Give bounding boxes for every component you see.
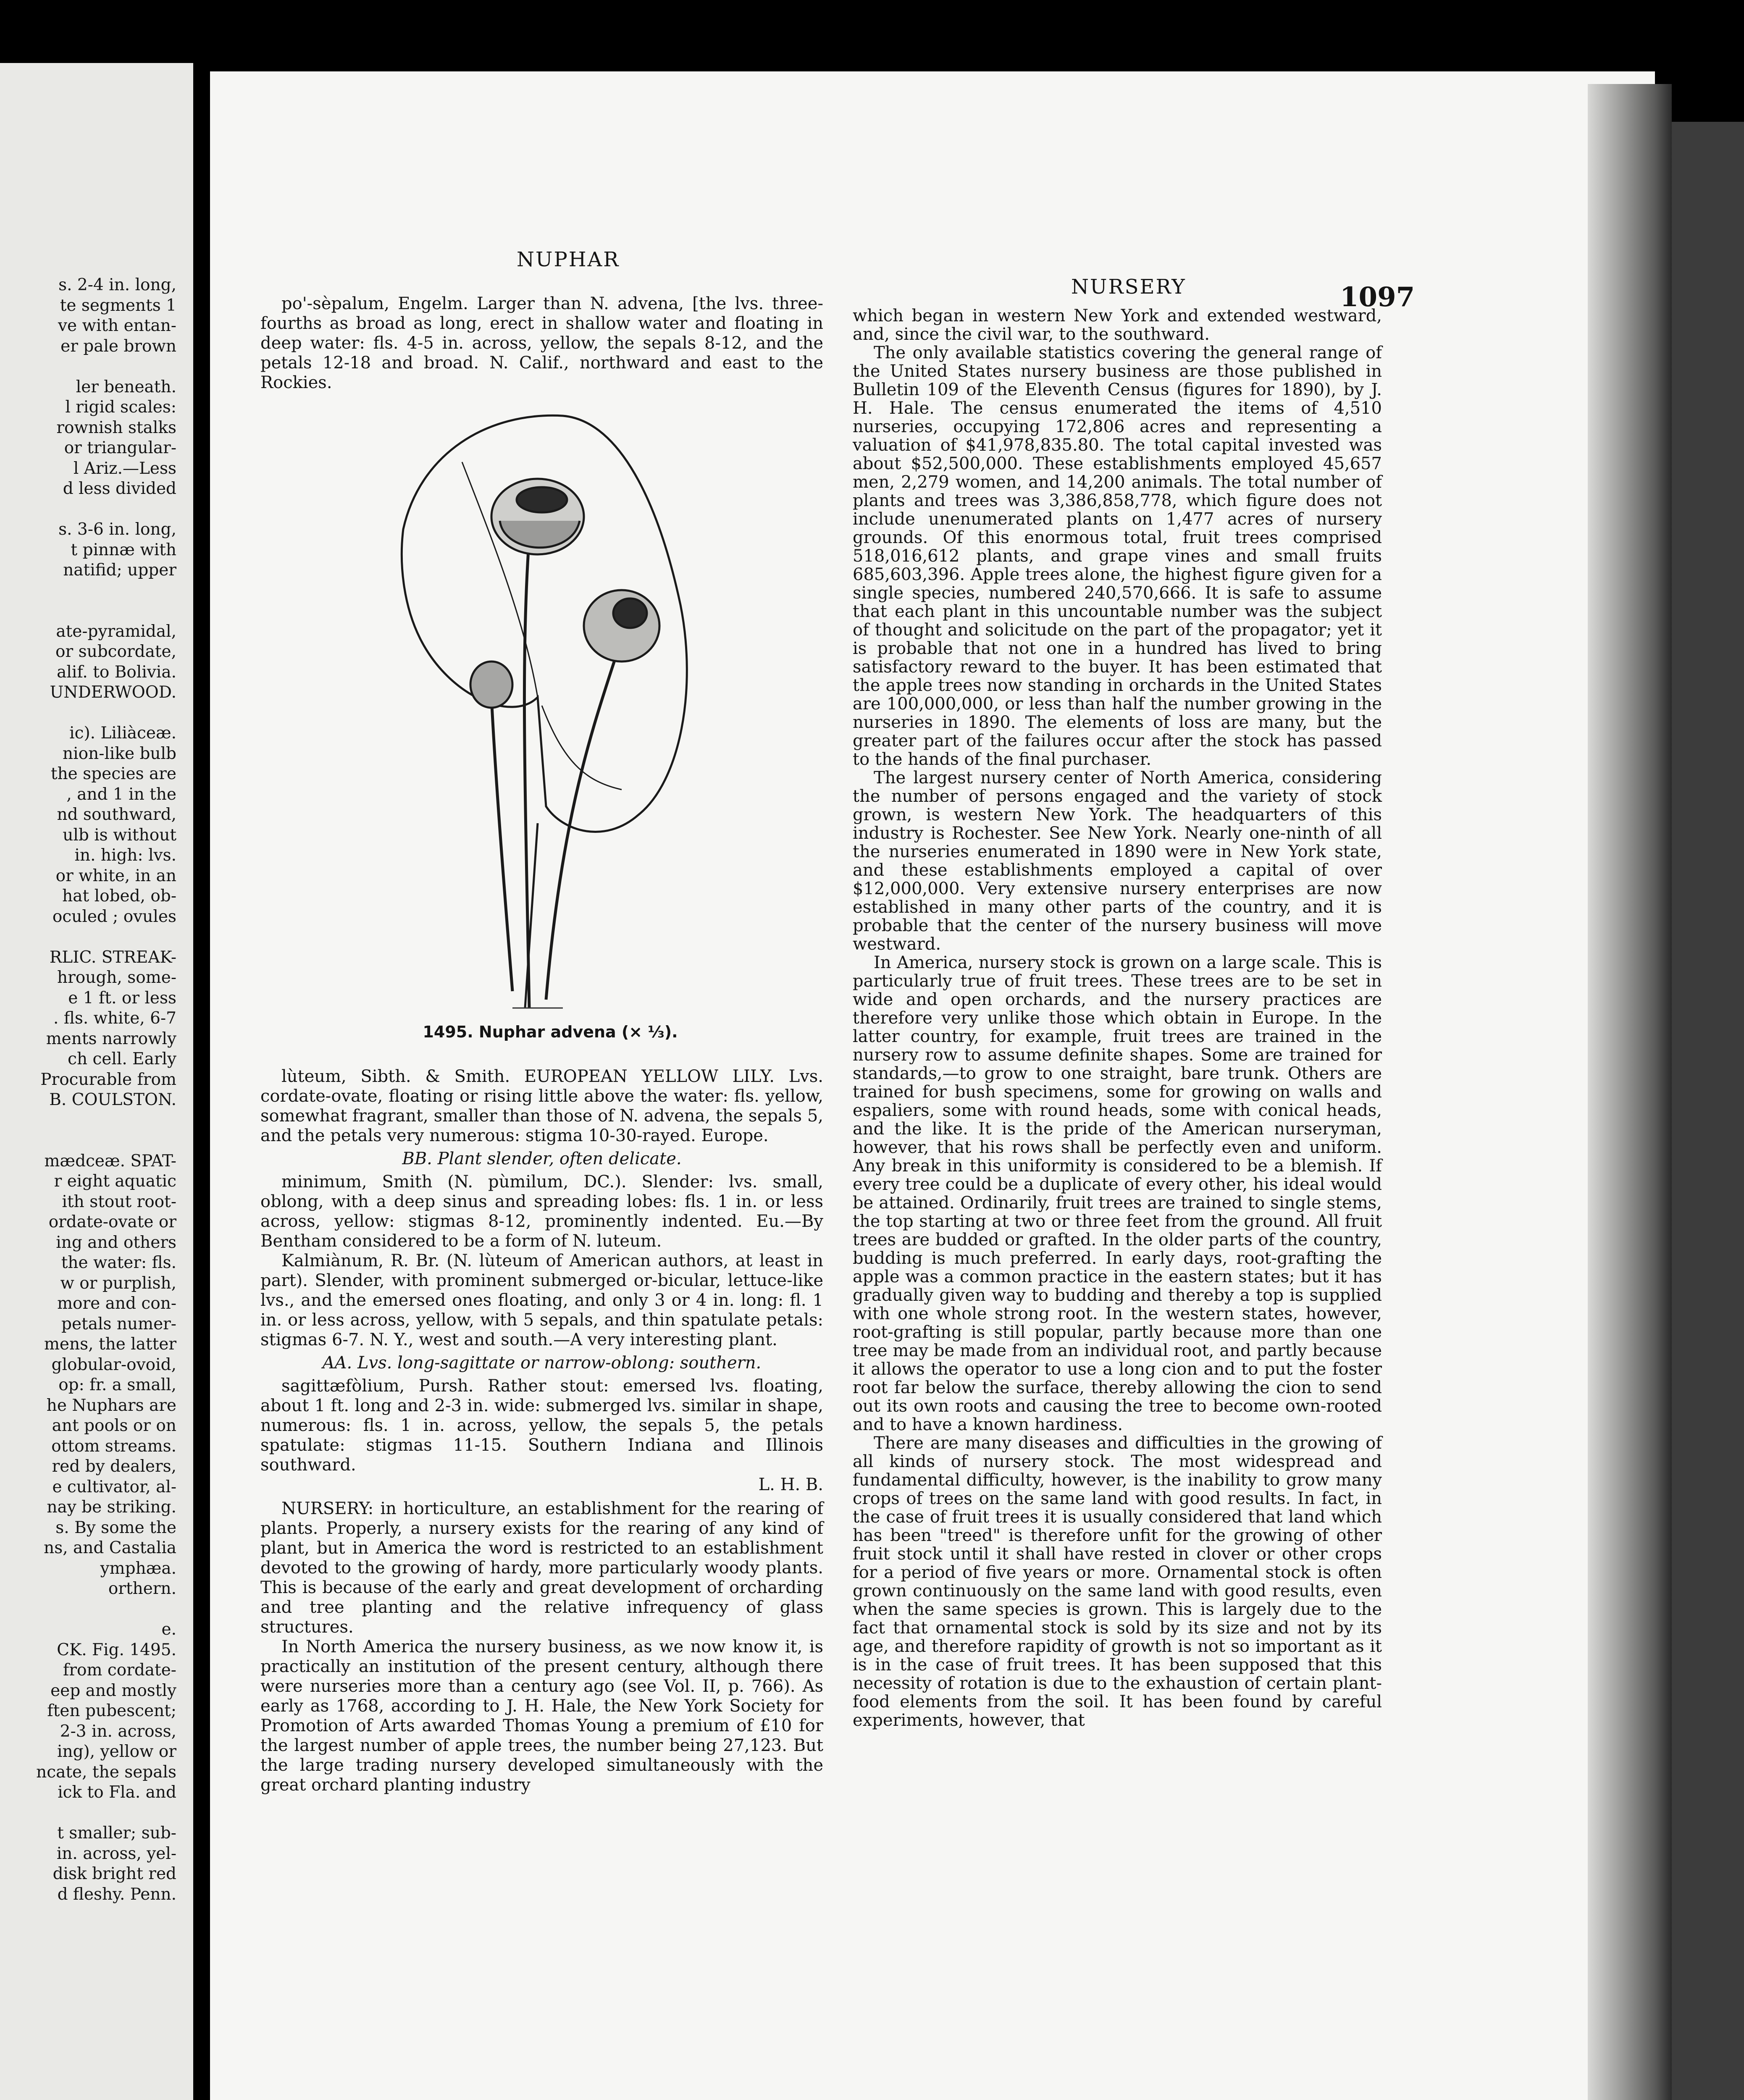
- facing-page-line: ch cell. Early: [68, 1050, 176, 1068]
- running-head-left: NUPHAR: [517, 248, 620, 271]
- facing-page-line: Procurable from: [40, 1070, 176, 1089]
- facing-page-line: , and 1 in the: [66, 785, 176, 804]
- facing-page-line: ing and others: [56, 1233, 176, 1252]
- facing-page-line: [0, 927, 176, 948]
- facing-page-line: or triangular-: [64, 438, 176, 457]
- entry-luteum: lùteum, Sibth. & Smith. EUROPEAN YELLOW LILY. Lvs. cordate-ovate, floating or rising little above the water: fls. yellow, somewhat fragrant, smaller than those of N. advena, the sepals 5, and the petals very numerous: stigma 10-30-rayed. Europe.: [260, 1067, 823, 1145]
- facing-page-line: oculed ; ovules: [52, 907, 176, 926]
- facing-page-line: s. By some the: [55, 1518, 176, 1537]
- facing-page-line: UNDERWOOD.: [50, 683, 176, 702]
- facing-page-line: [0, 1110, 176, 1131]
- paragraph-1: which began in western New York and extended westward, and, since the civil war, to the southward.: [853, 306, 1382, 344]
- facing-page-line: red by dealers,: [52, 1457, 176, 1476]
- figure-caption: 1495. Nuphar advena (× ⅓).: [423, 1023, 678, 1041]
- facing-page-line: more and con-: [57, 1294, 176, 1313]
- facing-page-line: [0, 357, 176, 377]
- facing-page-line: in. across, yel-: [56, 1844, 176, 1863]
- facing-page-line: [0, 601, 176, 622]
- paragraph-4: In America, nursery stock is grown on a large scale. This is particularly true of fruit trees. These trees are to be set in wide and open orchards, and the nursery practices are therefore very unlike those which obtain in Europe. In the latter country, for example, fruit trees are trained in the nursery row to assume definite shapes. Some are trained for standards,—to grow to one straight, bare trunk. Others are trained for bush specimens, some for growing on walls and espaliers, some with round heads, some with conical heads, and the like. It is the pride of the American nurseryman, however, that his rows shall be perfectly even and uniform. Any break in this uniformity is considered to be a blemish. If every tree could be a duplicate of every other, his ideal would be attained. Ordinarily, fruit trees are trained to single stems, the top starting at two or three feet from the ground. All fruit trees are budded or grafted. In the older parts of the country, budding is much preferred. In early days, root-grafting the apple was a common practice in the eastern states; but it has gradually given way to budding and thereby a top is supplied with one whole strong root. In the western states, however, root-grafting is still popular, partly because more than one tree may be made from an individual root, and partly because it allows the operator to use a long cion and to put the foster root far below the surface, thereby allowing the cion to send out its own roots and causing the tree to become own-rooted and to have a known hardiness.: [853, 953, 1382, 1434]
- facing-page-line: nd southward,: [57, 805, 176, 824]
- facing-page-line: [0, 499, 176, 520]
- facing-page-line: ymphæa.: [100, 1559, 176, 1578]
- facing-page-line: ordate-ovate or: [48, 1213, 176, 1231]
- facing-page-line: the water: fls.: [61, 1253, 176, 1272]
- facing-page-line: t smaller; sub-: [57, 1824, 176, 1843]
- paragraph-2: The only available statistics covering the general range of the United States nursery business are those published in Bulletin 109 of the Eleventh Census (figures for 1890), by J. H. Hale. The census enumerated the items of 4,510 nurseries, occupying 172,806 acres and representing a valuation of $41,978,835.80. The total capital invested was about $52,500,000. These establishments employed 45,657 men, 2,279 women, and 14,200 animals. The total number of plants and trees was 3,386,858,778, which figure does not include unenumerated plants on 1,477 acres of nursery grounds. Of this enormous total, fruit trees comprised 518,016,612 plants, and grape vines and small fruits 685,603,396. Apple trees alone, the highest figure given for a single species, numbered 240,570,666. It is safe to assume that each plant in this uncountable number was the subject of thought and solicitude on the part of the propagator; yet it is probable that not one in a hundred has lived to bring satisfactory reward to the buyer. It has been estimated that the apple trees now standing in orchards in the United States are 100,000,000, or less than half the number growing in the nurseries in 1890. The elements of loss are many, but the greater part of the failures occur after the stock has passed to the hands of the final purchaser.: [853, 343, 1382, 769]
- facing-page-line: ant pools or on: [52, 1416, 176, 1435]
- facing-page-line: orthern.: [108, 1579, 176, 1598]
- facing-page-line: from cordate-: [63, 1661, 176, 1680]
- facing-page-line: in. high: lvs.: [74, 846, 176, 865]
- facing-page-line: B. COULSTON.: [49, 1090, 176, 1109]
- facing-page-line: s. 2-4 in. long,: [58, 276, 176, 294]
- facing-page-line: 2-3 in. across,: [60, 1722, 176, 1741]
- entry-text: po'-sèpalum, Engelm. Larger than N. advena, [the lvs. three-fourths as broad as long, erect in shallow water and floating in deep water: fls. 4-5 in. across, yellow, the sepals 8-12, and the petals 12-18 and broad. N. Calif., northward and east to the Rockies.: [260, 294, 823, 392]
- nuphar-advena-illustration: [386, 403, 731, 1016]
- left-column-body: [260, 1067, 823, 1795]
- heading-bb: BB. Plant slender, often delicate.: [402, 1149, 682, 1168]
- facing-page-line: ften pubescent;: [47, 1701, 176, 1720]
- facing-page: [0, 63, 193, 2100]
- facing-page-line: ns, and Castalia: [44, 1538, 176, 1557]
- nursery-intro: NURSERY: in horticulture, an establishment for the rearing of plants. Properly, a nursery exists for the rearing of any kind of plant, but in America the word is restricted to an establishment devoted to the growing of hardy, more particularly woody plants. This is because of the early and great development of orcharding and tree planting and the relative infrequency of glass structures.: [260, 1499, 823, 1637]
- right-column-body: [853, 307, 1382, 1730]
- facing-page-text: [0, 275, 176, 1905]
- facing-page-line: r eight aquatic: [54, 1172, 176, 1191]
- facing-page-line: ler beneath.: [76, 377, 176, 396]
- heading-aa: AA. Lvs. long-sagittate or narrow-oblong: southern.: [322, 1353, 762, 1373]
- facing-page-line: petals numer-: [61, 1314, 176, 1334]
- facing-page-line: or white, in an: [55, 866, 176, 885]
- facing-page-line: e.: [161, 1620, 176, 1639]
- facing-page-line: [0, 581, 176, 601]
- paragraph-3: The largest nursery center of North America, considering the number of persons engaged and the variety of stock grown, is western New York. The headquarters of this industry is Rochester. See New York. Nearly one-ninth of all the nurseries enumerated in 1890 were in New York state, and these establishments employed a capital of over $12,000,000. Very extensive nursery enterprises are now established in many other parts of the country, and it is probable that the center of the nursery business will move westward.: [853, 768, 1382, 954]
- facing-page-line: ing), yellow or: [57, 1742, 176, 1761]
- facing-page-line: ic). Liliàceæ.: [69, 724, 176, 743]
- facing-page-line: e cultivator, al-: [52, 1477, 176, 1496]
- page-edges: [1588, 84, 1672, 2100]
- facing-page-line: e 1 ft. or less: [68, 988, 176, 1008]
- facing-page-line: ith stout root-: [62, 1192, 176, 1211]
- facing-page-line: . fls. white, 6-7: [53, 1009, 176, 1028]
- facing-page-line: [0, 1131, 176, 1151]
- facing-page-line: er pale brown: [60, 336, 176, 356]
- running-head-right: NURSERY: [1071, 275, 1186, 299]
- facing-page-line: mædceæ. SPAT-: [44, 1151, 176, 1171]
- facing-page-line: CK. Fig. 1495.: [57, 1640, 176, 1659]
- book-spine: [1672, 122, 1744, 2100]
- facing-page-line: ick to Fla. and: [58, 1783, 176, 1802]
- author-signature: L. H. B.: [758, 1475, 823, 1494]
- entry-minimum: minimum, Smith (N. pùmilum, DC.). Slender: lvs. small, oblong, with a deep sinus and spreading lobes: fls. 1 in. or less across, yellow: stigmas 8-12, prominently indented. Eu.—By Bentham considered to be a form of N. luteum.: [260, 1172, 823, 1251]
- entry-polysepalum: [260, 294, 823, 393]
- facing-page-line: t pinnæ with: [71, 540, 176, 559]
- facing-page-line: the species are: [50, 764, 176, 783]
- facing-page-line: l rigid scales:: [65, 398, 176, 417]
- facing-page-line: ments narrowly: [46, 1029, 176, 1048]
- facing-page-line: hat lobed, ob-: [62, 887, 176, 906]
- facing-page-line: d fleshy. Penn.: [57, 1885, 176, 1904]
- facing-page-line: [0, 703, 176, 724]
- facing-page-line: w or purplish,: [60, 1273, 176, 1293]
- facing-page-line: l Ariz.—Less: [73, 459, 176, 478]
- facing-page-line: rownish stalks: [56, 418, 176, 437]
- facing-page-line: hrough, some-: [57, 968, 176, 987]
- facing-page-line: [0, 1599, 176, 1620]
- entry-kalmianum: Kalmiànum, R. Br. (N. lùteum of American authors, at least in part). Slender, with prominent submerged or-bicular, lettuce-like lvs., and the emersed ones floating, and only 3 or 4 in. long: fl. 1 in. or less across, yellow, with 5 sepals, and thin spatulate petals: stigmas 6-7. N. Y., west and south.—A very interesting plant.: [260, 1251, 823, 1349]
- paragraph-5: There are many diseases and difficulties in the growing of all kinds of nursery stock. The most widespread and fundamental difficulty, however, is the inability to grow many crops of trees on the same land with good results. In fact, in the case of fruit trees it is usually considered that land which has been "treed" is therefore unfit for the growing of other fruit stock until it shall have rested in clover or other crops for a period of five years or more. Ornamental stock is often grown continuously on the same land with good results, even when the same species is grown. This is largely due to the fact that ornamental stock is sold by its size and not by its age, and therefore rapidity of growth is not so important as it is in the case of fruit trees. It has been supposed that this necessity of rotation is due to the exhaustion of certain plant-food elements from the soil. It has been found by careful experiments, however, that: [853, 1433, 1382, 1730]
- facing-page-line: or subcordate,: [55, 642, 176, 661]
- facing-page-line: ncate, the sepals: [36, 1762, 176, 1782]
- facing-page-line: mens, the latter: [44, 1335, 176, 1354]
- facing-page-line: globular-ovoid,: [51, 1355, 176, 1374]
- facing-page-line: alif. to Bolivia.: [57, 662, 176, 682]
- facing-page-line: d less divided: [63, 479, 176, 498]
- facing-page-line: ate-pyramidal,: [56, 622, 176, 641]
- nursery-history: In North America the nursery business, as we now know it, is practically an institution of the present century, although there were nurseries more than a century ago (see Vol. II, p. 766). As early as 1768, according to J. H. Hale, the New York Society for Promotion of Arts awarded Thomas Young a premium of £10 for the largest number of apple trees, the number being 27,123. But the large trading nursery developed simultaneously with the great orchard planting industry: [260, 1637, 823, 1795]
- page-number: 1097: [1340, 281, 1415, 313]
- facing-page-line: eep and mostly: [50, 1681, 176, 1700]
- facing-page-line: ulb is without: [63, 825, 176, 845]
- facing-page-line: te segments 1: [60, 296, 176, 315]
- facing-page-line: ottom streams.: [51, 1436, 176, 1456]
- facing-page-line: op: fr. a small,: [58, 1376, 176, 1394]
- facing-page-line: [0, 1803, 176, 1824]
- facing-page-line: RLIC. STREAK-: [49, 948, 176, 967]
- facing-page-line: nay be striking.: [47, 1498, 176, 1517]
- facing-page-line: ve with entan-: [58, 316, 176, 335]
- facing-page-line: natifid; upper: [63, 561, 176, 580]
- facing-page-line: disk bright red: [53, 1864, 176, 1883]
- facing-page-line: he Nuphars are: [46, 1396, 176, 1415]
- facing-page-line: s. 3-6 in. long,: [58, 520, 176, 539]
- facing-page-line: nion-like bulb: [63, 744, 176, 763]
- entry-sagittifolium: sagittæfòlium, Pursh. Rather stout: emersed lvs. floating, about 1 ft. long and 2-3 in. wide: submerged lvs. similar in shape, numerous: fls. 1 in. across, yellow, the sepals 5, the petals spatulate: stigmas 11-15. Southern Indiana and Illinois southward.: [260, 1376, 823, 1475]
